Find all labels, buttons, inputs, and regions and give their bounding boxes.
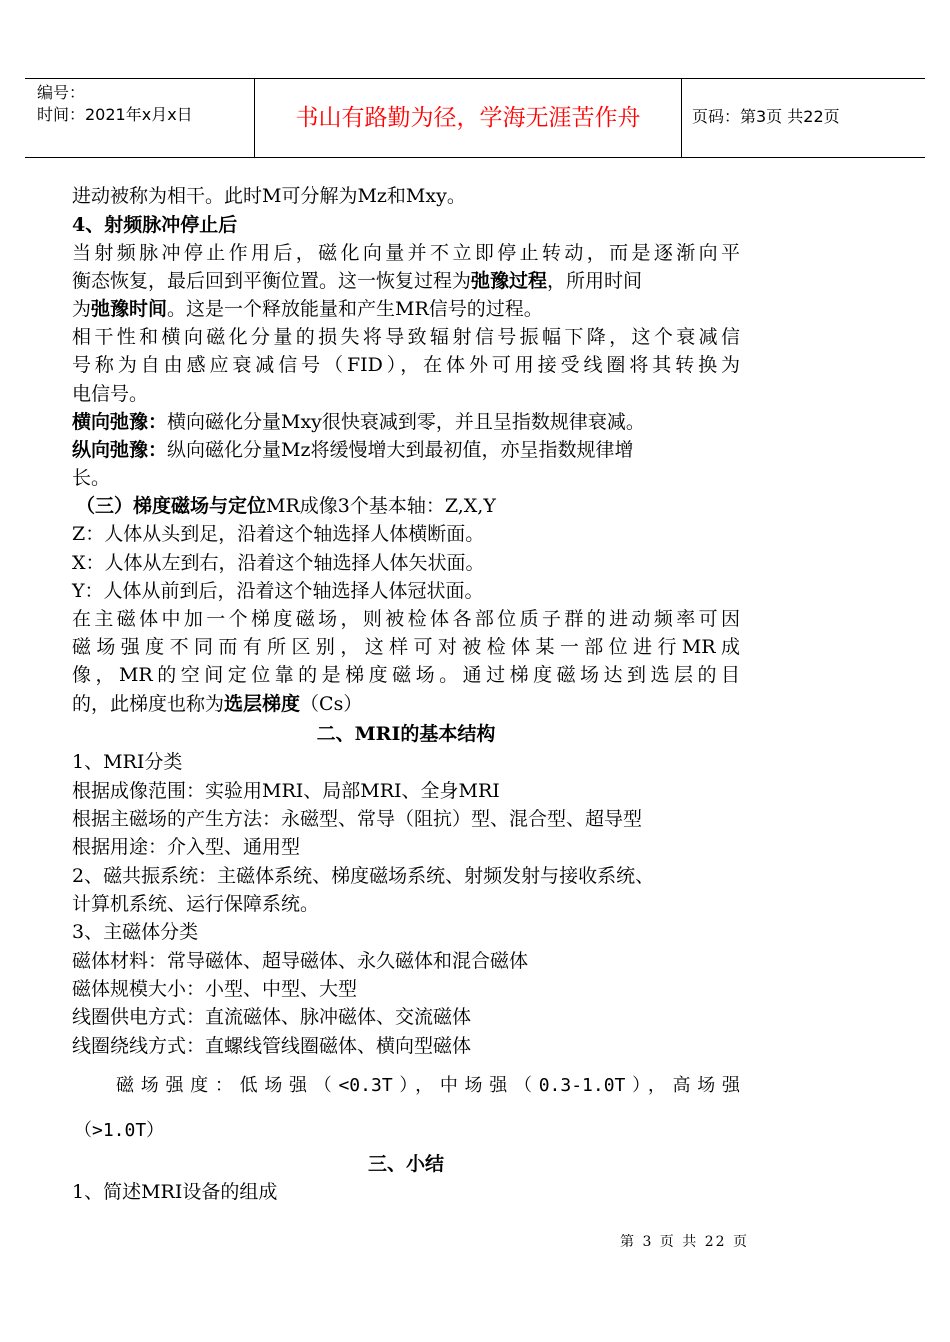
text-line: 电信号。 bbox=[72, 383, 149, 405]
text-line bbox=[72, 436, 740, 464]
term-relaxation-process: 弛豫过程 bbox=[471, 270, 548, 292]
text-span: 的，此梯度也称为 bbox=[72, 693, 225, 715]
page-footer: 第 3 页 共 22 页 bbox=[620, 1234, 749, 1250]
text-line: 根据主磁场的产生方法：永磁型、常导（阻抗）型、混合型、超导型 bbox=[72, 808, 643, 830]
section-heading bbox=[72, 1150, 740, 1178]
text-span: 。这是一个释放能量和产生MR信号的过程。 bbox=[167, 298, 543, 320]
text-line: （>1.0T） bbox=[74, 1120, 165, 1141]
term-transverse-relaxation: 横向弛豫： bbox=[72, 411, 168, 433]
text-line: 当射频脉冲停止作用后，磁化向量并不立即停止转动，而是逐渐向平 bbox=[72, 242, 740, 264]
text-span: 纵向磁化分量Mz将缓慢增大到最初值，亦呈指数规律增 bbox=[167, 439, 634, 461]
page-header bbox=[25, 78, 925, 158]
text-line: 2、磁共振系统：主磁体系统、梯度磁场系统、射频发射与接收系统、 bbox=[72, 865, 655, 887]
text-line bbox=[72, 295, 740, 323]
text-line: 相干性和横向磁化分量的损失将导致辐射信号振幅下降，这个衰减信 bbox=[72, 326, 740, 348]
text-line: X：人体从左到右，沿着这个轴选择人体矢状面。 bbox=[72, 552, 485, 574]
text-line bbox=[72, 690, 740, 718]
text-span: 横向磁化分量Mxy很快衰减到零，并且呈指数规律衰减。 bbox=[167, 411, 645, 433]
text-line: 根据成像范围：实验用MRI、局部MRI、全身MRI bbox=[72, 780, 500, 802]
text-line: Z：人体从头到足，沿着这个轴选择人体横断面。 bbox=[72, 523, 485, 545]
text-line: 线圈绕线方式：直螺线管线圈磁体、横向型磁体 bbox=[72, 1035, 472, 1057]
text-line: 计算机系统、运行保障系统。 bbox=[72, 893, 320, 915]
term-slice-gradient: 选层梯度 bbox=[224, 693, 301, 715]
subsection-heading: （三）梯度磁场与定位 bbox=[76, 495, 267, 517]
text-line bbox=[72, 408, 740, 436]
text-line: 3、主磁体分类 bbox=[72, 921, 199, 943]
heading-text: 三、小结 bbox=[367, 1153, 444, 1175]
doc-number-label: 编号： bbox=[37, 83, 86, 102]
term-longitudinal-relaxation: 纵向弛豫： bbox=[72, 439, 168, 461]
header-motto: 书山有路勤为径，学海无涯苦作舟 bbox=[295, 105, 641, 131]
text-line: 根据用途：介入型、通用型 bbox=[72, 836, 301, 858]
header-page-cell bbox=[682, 79, 925, 157]
text-line: 在主磁体中加一个梯度磁场，则被检体各部位质子群的进动频率可因 bbox=[72, 608, 740, 630]
text-line: 磁场强度：低场强（<0.3T），中场强（0.3-1.0T），高场强 bbox=[116, 1075, 740, 1096]
header-motto-cell bbox=[255, 79, 682, 157]
text-span: MR成像3个基本轴：Z,X,Y bbox=[266, 495, 496, 517]
heading-text: 4、射频脉冲停止后 bbox=[72, 214, 238, 236]
text-line: 1、MRI分类 bbox=[72, 751, 183, 773]
text-line: 号称为自由感应衰减信号（FID），在体外可用接受线圈将其转换为 bbox=[72, 354, 740, 376]
text-span: （Cs） bbox=[300, 693, 363, 715]
doc-time-label: 时间：2021年x月x日 bbox=[37, 105, 193, 124]
text-line: 像，MR的空间定位靠的是梯度磁场。通过梯度磁场达到选层的目 bbox=[72, 664, 740, 686]
header-meta-cell bbox=[25, 79, 255, 157]
text-line: 1、简述MRI设备的组成 bbox=[72, 1181, 278, 1203]
section-heading bbox=[72, 211, 740, 239]
text-line: 磁体材料：常导磁体、超导磁体、永久磁体和混合磁体 bbox=[72, 950, 529, 972]
text-span: 衡态恢复，最后回到平衡位置。这一恢复过程为 bbox=[72, 270, 472, 292]
text-span: 为 bbox=[72, 298, 92, 320]
section-heading bbox=[72, 720, 740, 748]
text-line: 线圈供电方式：直流磁体、脉冲磁体、交流磁体 bbox=[72, 1006, 472, 1028]
term-relaxation-time: 弛豫时间 bbox=[91, 298, 168, 320]
text-line: 长。 bbox=[72, 467, 111, 489]
header-page-code: 页码：第3页 共22页 bbox=[692, 107, 840, 126]
text-line: 进动被称为相干。此时M可分解为Mz和Mxy。 bbox=[72, 185, 466, 207]
text-span: ，所用时间 bbox=[547, 270, 643, 292]
text-line bbox=[76, 492, 744, 520]
heading-text: 二、MRI的基本结构 bbox=[316, 723, 496, 745]
text-line: 磁体规模大小：小型、中型、大型 bbox=[72, 978, 358, 1000]
text-line: Y：人体从前到后，沿着这个轴选择人体冠状面。 bbox=[72, 580, 484, 602]
text-line bbox=[72, 267, 740, 295]
text-line: 磁场强度不同而有所区别，这样可对被检体某一部位进行MR成 bbox=[72, 636, 740, 658]
